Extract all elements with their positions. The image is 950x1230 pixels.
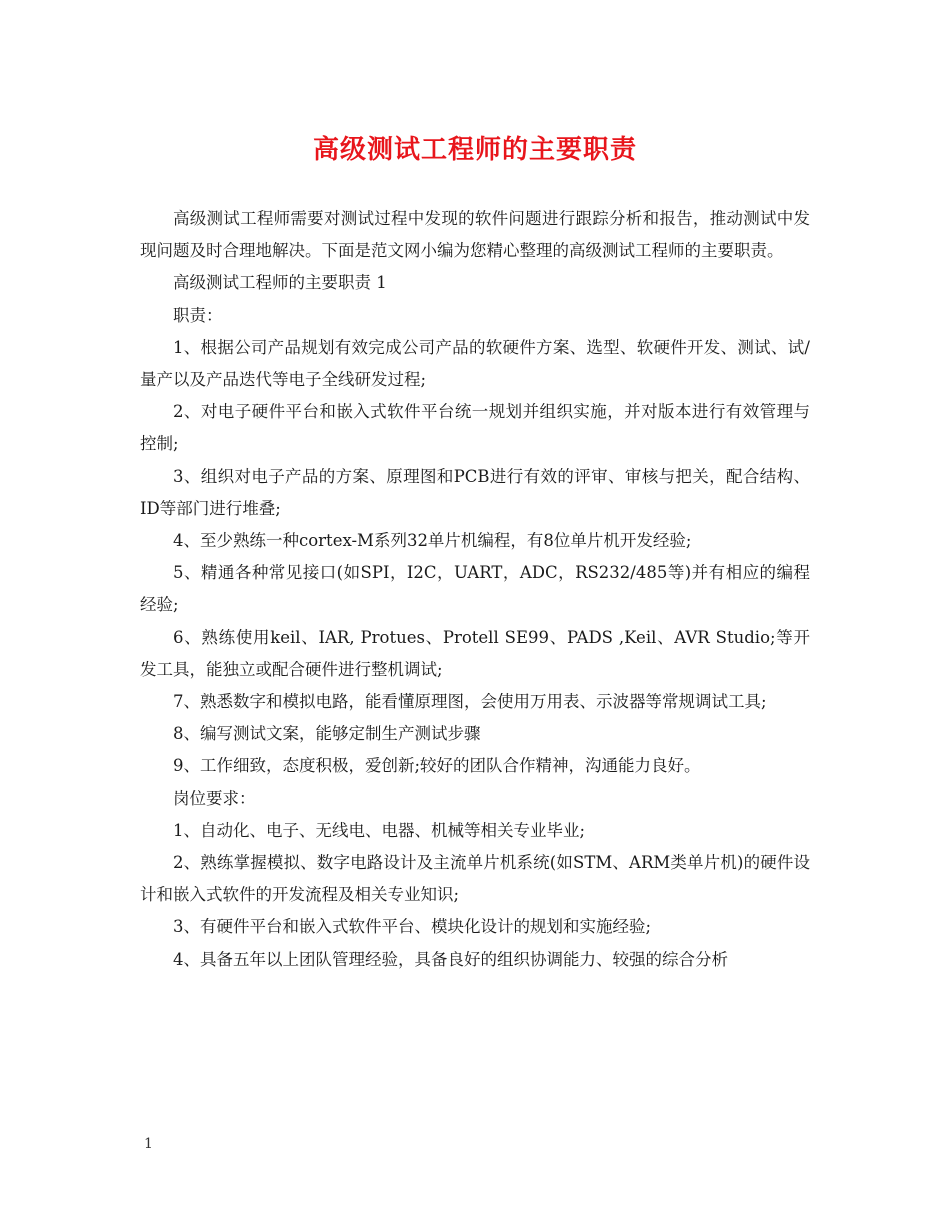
document-body [140, 203, 810, 976]
duty-item-8: 8、编写测试文案，能够定制生产测试步骤 [173, 724, 481, 744]
section-heading-1: 高级测试工程师的主要职责 1 [173, 273, 387, 293]
requirement-item-4: 4、具备五年以上团队管理经验，具备良好的组织协调能力、较强的综合分析 [173, 949, 728, 969]
requirement-item-3: 3、有硬件平台和嵌入式软件平台、模块化设计的规划和实施经验; [173, 917, 652, 937]
duty-item-4: 4、至少熟练一种cortex-M系列32单片机编程，有8位单片机开发经验; [173, 531, 692, 551]
duty-item-1: 1、根据公司产品规划有效完成公司产品的软硬件方案、选型、软硬件开发、测试、试/量产以及产品迭代等电子全线研发过程; [140, 337, 810, 390]
duty-item-2: 2、对电子硬件平台和嵌入式软件平台统一规划并组织实施，并对版本进行有效管理与控制; [140, 402, 810, 454]
intro-paragraph: 高级测试工程师需要对测试过程中发现的软件问题进行跟踪分析和报告，推动测试中发现问题及时合理地解决。下面是范文网小编为您精心整理的高级测试工程师的主要职责。 [140, 209, 810, 261]
requirements-heading: 岗位要求： [173, 788, 256, 808]
duty-item-7: 7、熟悉数字和模拟电路，能看懂原理图，会使用万用表、示波器等常规调试工具; [173, 692, 767, 712]
requirement-item-1: 1、自动化、电子、无线电、电器、机械等相关专业毕业; [173, 820, 586, 840]
document-title: 高级测试工程师的主要职责 [312, 135, 637, 165]
duty-item-6: 6、熟练使用keil、IAR, Protues、Protell SE99、PADS ,Keil、AVR Studio;等开发工具，能独立或配合硬件进行整机调试; [140, 627, 810, 679]
page-number: 1 [144, 1136, 153, 1152]
duty-item-3: 3、组织对电子产品的方案、原理图和PCB进行有效的评审、审核与把关，配合结构、ID等部门进行堆叠; [140, 466, 810, 518]
duties-heading: 职责： [173, 305, 223, 325]
duty-item-9: 9、工作细致，态度积极，爱创新;较好的团队合作精神，沟通能力良好。 [173, 756, 701, 776]
duty-item-5: 5、精通各种常见接口(如SPI，I2C，UART，ADC，RS232/485等)并有相应的编程经验; [140, 563, 810, 615]
requirement-item-2: 2、熟练掌握模拟、数字电路设计及主流单片机系统(如STM、ARM类单片机)的硬件设计和嵌入式软件的开发流程及相关专业知识; [140, 853, 810, 905]
